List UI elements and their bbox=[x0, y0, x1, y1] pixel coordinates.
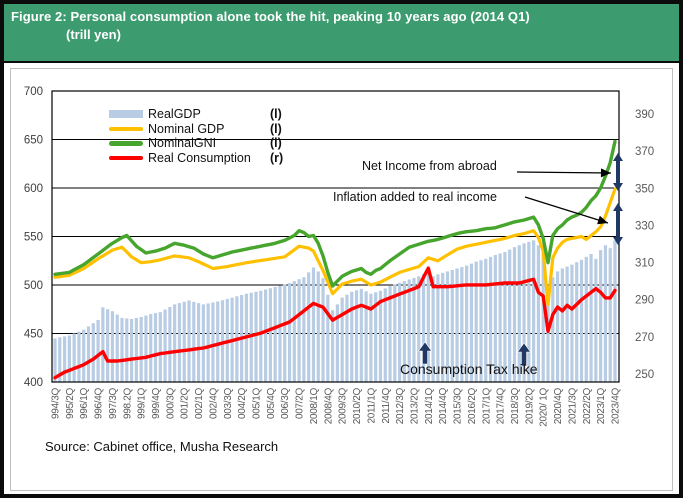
x-axis-tick-label: 006/3Q bbox=[280, 388, 292, 420]
realgdp-bar bbox=[259, 291, 262, 382]
realgdp-bar bbox=[187, 301, 190, 382]
x-axis-tick-label: 2017/1Q bbox=[481, 388, 493, 425]
x-axis-tick-label: 2015/3Q bbox=[452, 388, 464, 425]
realgdp-bar bbox=[68, 335, 71, 382]
legend-axis-letter: (r) bbox=[270, 150, 284, 165]
realgdp-bar bbox=[125, 318, 128, 382]
x-axis-tick-label: 2020/4Q bbox=[553, 388, 565, 425]
figure-header bbox=[4, 4, 679, 63]
realgdp-bar bbox=[87, 326, 90, 382]
legend-axis-letter: (l) bbox=[270, 107, 282, 122]
x-axis-tick-label: 000/3Q bbox=[165, 388, 177, 420]
x-axis-tick-label: 996/1Q bbox=[79, 388, 91, 420]
right-axis-tick-label: 370 bbox=[635, 146, 655, 159]
realgdp-bar bbox=[77, 332, 80, 382]
nominal-gdp-swatch-icon bbox=[109, 127, 143, 132]
legend-label: Real Consumption bbox=[148, 150, 251, 165]
realgdp-bar bbox=[73, 334, 76, 383]
x-axis-tick-label: 003/3Q bbox=[222, 388, 234, 420]
annotation-inflation: Inflation added to real income bbox=[333, 190, 497, 204]
right-axis-tick-label: 310 bbox=[635, 257, 655, 270]
realgdp-bar bbox=[317, 271, 320, 382]
legend-label: NominalGNI bbox=[148, 136, 217, 151]
realgdp-bar bbox=[269, 288, 272, 382]
realgdp-bar bbox=[264, 290, 267, 382]
x-axis-tick-label: 2009/3Q bbox=[337, 388, 349, 425]
legend-label: RealGDP bbox=[148, 107, 201, 122]
left-axis-tick-label: 600 bbox=[23, 183, 43, 195]
realgdp-bar bbox=[274, 287, 277, 382]
right-axis-tick-label: 350 bbox=[635, 183, 655, 196]
realgdp-bar bbox=[388, 286, 391, 382]
realgdp-bar bbox=[130, 319, 133, 382]
realgdp-bar bbox=[197, 303, 200, 382]
realgdp-bar bbox=[106, 309, 109, 382]
realgdp-bar bbox=[254, 292, 257, 382]
realgdp-bar bbox=[604, 245, 607, 382]
realgdp-bar bbox=[140, 317, 143, 382]
x-axis-tick-label: 999/4Q bbox=[151, 388, 162, 420]
realgdp-bar bbox=[293, 281, 296, 382]
realgdp-bar bbox=[575, 262, 578, 382]
x-axis-tick-label: 994/3Q bbox=[50, 388, 62, 420]
left-axis-tick-label: 450 bbox=[23, 328, 43, 341]
realgdp-bar bbox=[154, 313, 157, 382]
realgdp-bar bbox=[546, 295, 549, 382]
realgdp-bar bbox=[570, 265, 573, 382]
x-axis-tick-label: 2012/3Q bbox=[395, 388, 407, 425]
realgdp-bar bbox=[288, 283, 291, 382]
realgdp-bar bbox=[135, 318, 138, 382]
x-axis-tick-label: 005/4Q bbox=[265, 388, 277, 420]
realgdp-bar bbox=[350, 292, 353, 382]
x-axis-tick-label: 2011/1Q bbox=[366, 388, 378, 424]
x-axis-tick-label: 999/1Q bbox=[136, 388, 148, 420]
x-axis-tick-label: 2008/4Q bbox=[323, 388, 335, 425]
right-axis-tick-label: 390 bbox=[635, 109, 655, 121]
realgdp-bar bbox=[355, 290, 358, 382]
realgdp-bar bbox=[116, 315, 119, 382]
x-axis-tick-label: 2021/3Q bbox=[567, 388, 579, 425]
realgdp-bar bbox=[585, 257, 588, 382]
left-axis-tick-label: 500 bbox=[23, 280, 43, 292]
legend-label: Nominal GDP bbox=[148, 121, 225, 136]
realgdp-bar bbox=[207, 303, 210, 382]
annotation-consumption-tax-hike: Consumption Tax hike bbox=[400, 361, 538, 377]
x-axis-tick-label: 998.2Q bbox=[122, 388, 134, 420]
double-arrow-head-up bbox=[613, 153, 623, 161]
realgdp-bar bbox=[111, 311, 114, 382]
x-axis-tick-label: 2008/1Q bbox=[309, 388, 320, 425]
legend-item-nominal-gdp bbox=[109, 122, 319, 137]
x-axis-tick-label: 001/2Q bbox=[179, 388, 191, 420]
x-axis-tick-label: 2022/2Q bbox=[581, 388, 593, 425]
x-axis-tick-label: 002/1Q bbox=[194, 388, 206, 420]
x-axis-tick-label: 995/2Q bbox=[64, 388, 76, 420]
annotation-net-income: Net Income from abroad bbox=[362, 159, 497, 173]
x-axis-tick-label: 2023/4Q bbox=[610, 388, 622, 425]
x-axis-tick-label: 996/4Q bbox=[93, 388, 105, 420]
realgdp-bar bbox=[163, 310, 166, 382]
left-axis-tick-label: 550 bbox=[23, 231, 43, 244]
left-axis-tick-label: 700 bbox=[23, 86, 43, 98]
realgdp-bar bbox=[566, 267, 569, 382]
realgdp-bar bbox=[298, 279, 301, 382]
realgdp-bar bbox=[278, 286, 281, 382]
realgdp-bar bbox=[82, 330, 85, 382]
realgdp-bar bbox=[92, 323, 95, 382]
x-axis-tick-label: 2023/1Q bbox=[596, 388, 608, 425]
left-axis-tick-label: 400 bbox=[23, 377, 43, 389]
realgdp-bar bbox=[360, 289, 363, 382]
x-axis-tick-label: 2018/3Q bbox=[510, 388, 521, 425]
realgdp-bar bbox=[345, 295, 348, 382]
realgdp-swatch-icon bbox=[109, 110, 143, 118]
realgdp-bar bbox=[321, 278, 324, 382]
annotation-arrow bbox=[517, 172, 611, 173]
x-axis-tick-label: 2014/4Q bbox=[438, 388, 450, 425]
x-axis-tick-label: 2013/2Q bbox=[409, 388, 421, 425]
x-axis-tick-label: 007/2Q bbox=[294, 388, 306, 420]
chart-area bbox=[10, 68, 673, 491]
x-axis-tick-label: 2014/1Q bbox=[423, 388, 435, 425]
realgdp-bar bbox=[341, 298, 344, 382]
realgdp-bar bbox=[594, 259, 597, 382]
realgdp-bar bbox=[561, 269, 564, 382]
realgdp-bar bbox=[384, 288, 387, 382]
x-axis-tick-label: 2010/2Q bbox=[352, 388, 363, 425]
realgdp-bar bbox=[144, 316, 147, 382]
figure-units-label: (trill yen) bbox=[66, 27, 121, 42]
x-axis-tick-label: 004/2Q bbox=[237, 388, 249, 420]
right-axis-tick-label: 250 bbox=[635, 368, 655, 381]
realgdp-bar bbox=[599, 250, 602, 382]
legend-axis-letter: (l) bbox=[270, 136, 282, 151]
realgdp-bar bbox=[216, 301, 219, 382]
realgdp-bar bbox=[393, 284, 396, 382]
realgdp-bar bbox=[613, 240, 616, 382]
x-axis-tick-label: 2019/2Q bbox=[524, 388, 536, 425]
realgdp-bar bbox=[326, 295, 329, 382]
x-axis-tick-label: 997/3Q bbox=[107, 388, 119, 420]
realgdp-bar bbox=[312, 268, 315, 382]
realgdp-bar bbox=[211, 302, 214, 382]
realgdp-bar bbox=[178, 303, 181, 382]
legend-item-real-consumption bbox=[109, 151, 319, 166]
left-axis-tick-label: 650 bbox=[23, 134, 43, 147]
realgdp-bar bbox=[551, 277, 554, 382]
legend-item-realgdp bbox=[109, 107, 319, 122]
x-axis-tick-label: 2020/ 1Q bbox=[538, 388, 550, 427]
x-axis-tick-label: 2016/2Q bbox=[466, 388, 478, 425]
right-axis-tick-label: 290 bbox=[635, 294, 655, 307]
realgdp-bar bbox=[202, 304, 205, 382]
realgdp-bar bbox=[120, 318, 123, 382]
realgdp-bar bbox=[283, 284, 286, 382]
x-axis-tick-label: 002/4Q bbox=[208, 388, 220, 420]
realgdp-bar bbox=[96, 320, 99, 382]
right-axis-tick-label: 270 bbox=[635, 331, 655, 344]
realgdp-bar bbox=[307, 272, 310, 382]
figure-title: Figure 2: Personal consumption alone took the hit, peaking 10 years ago (2014 Q1) bbox=[11, 9, 530, 24]
realgdp-bar bbox=[63, 336, 66, 382]
right-axis-tick-label: 330 bbox=[635, 220, 655, 233]
legend-item-nominal-gni bbox=[109, 136, 319, 151]
realgdp-bar bbox=[159, 312, 162, 382]
chart-legend bbox=[109, 107, 319, 165]
x-axis-tick-label: 2011/4Q bbox=[380, 388, 392, 424]
x-axis-tick-label: 005/1Q bbox=[251, 388, 263, 420]
real-consumption-swatch-icon bbox=[109, 156, 143, 161]
realgdp-bar bbox=[556, 271, 559, 382]
legend-axis-letter: (l) bbox=[270, 121, 282, 136]
realgdp-bar bbox=[589, 254, 592, 382]
realgdp-bar bbox=[580, 260, 583, 382]
realgdp-bar bbox=[149, 314, 152, 382]
realgdp-bar bbox=[183, 302, 186, 382]
realgdp-bar bbox=[168, 307, 171, 382]
realgdp-bar bbox=[173, 304, 176, 382]
realgdp-bar bbox=[192, 302, 195, 382]
x-axis-tick-label: 2017/4Q bbox=[495, 388, 507, 425]
nominal-gni-swatch-icon bbox=[109, 141, 143, 146]
double-arrow-head-up bbox=[613, 203, 623, 211]
realgdp-bar bbox=[302, 277, 305, 382]
realgdp-bar bbox=[101, 307, 104, 382]
source-note: Source: Cabinet office, Musha Research bbox=[45, 439, 279, 454]
realgdp-bar bbox=[609, 248, 612, 382]
